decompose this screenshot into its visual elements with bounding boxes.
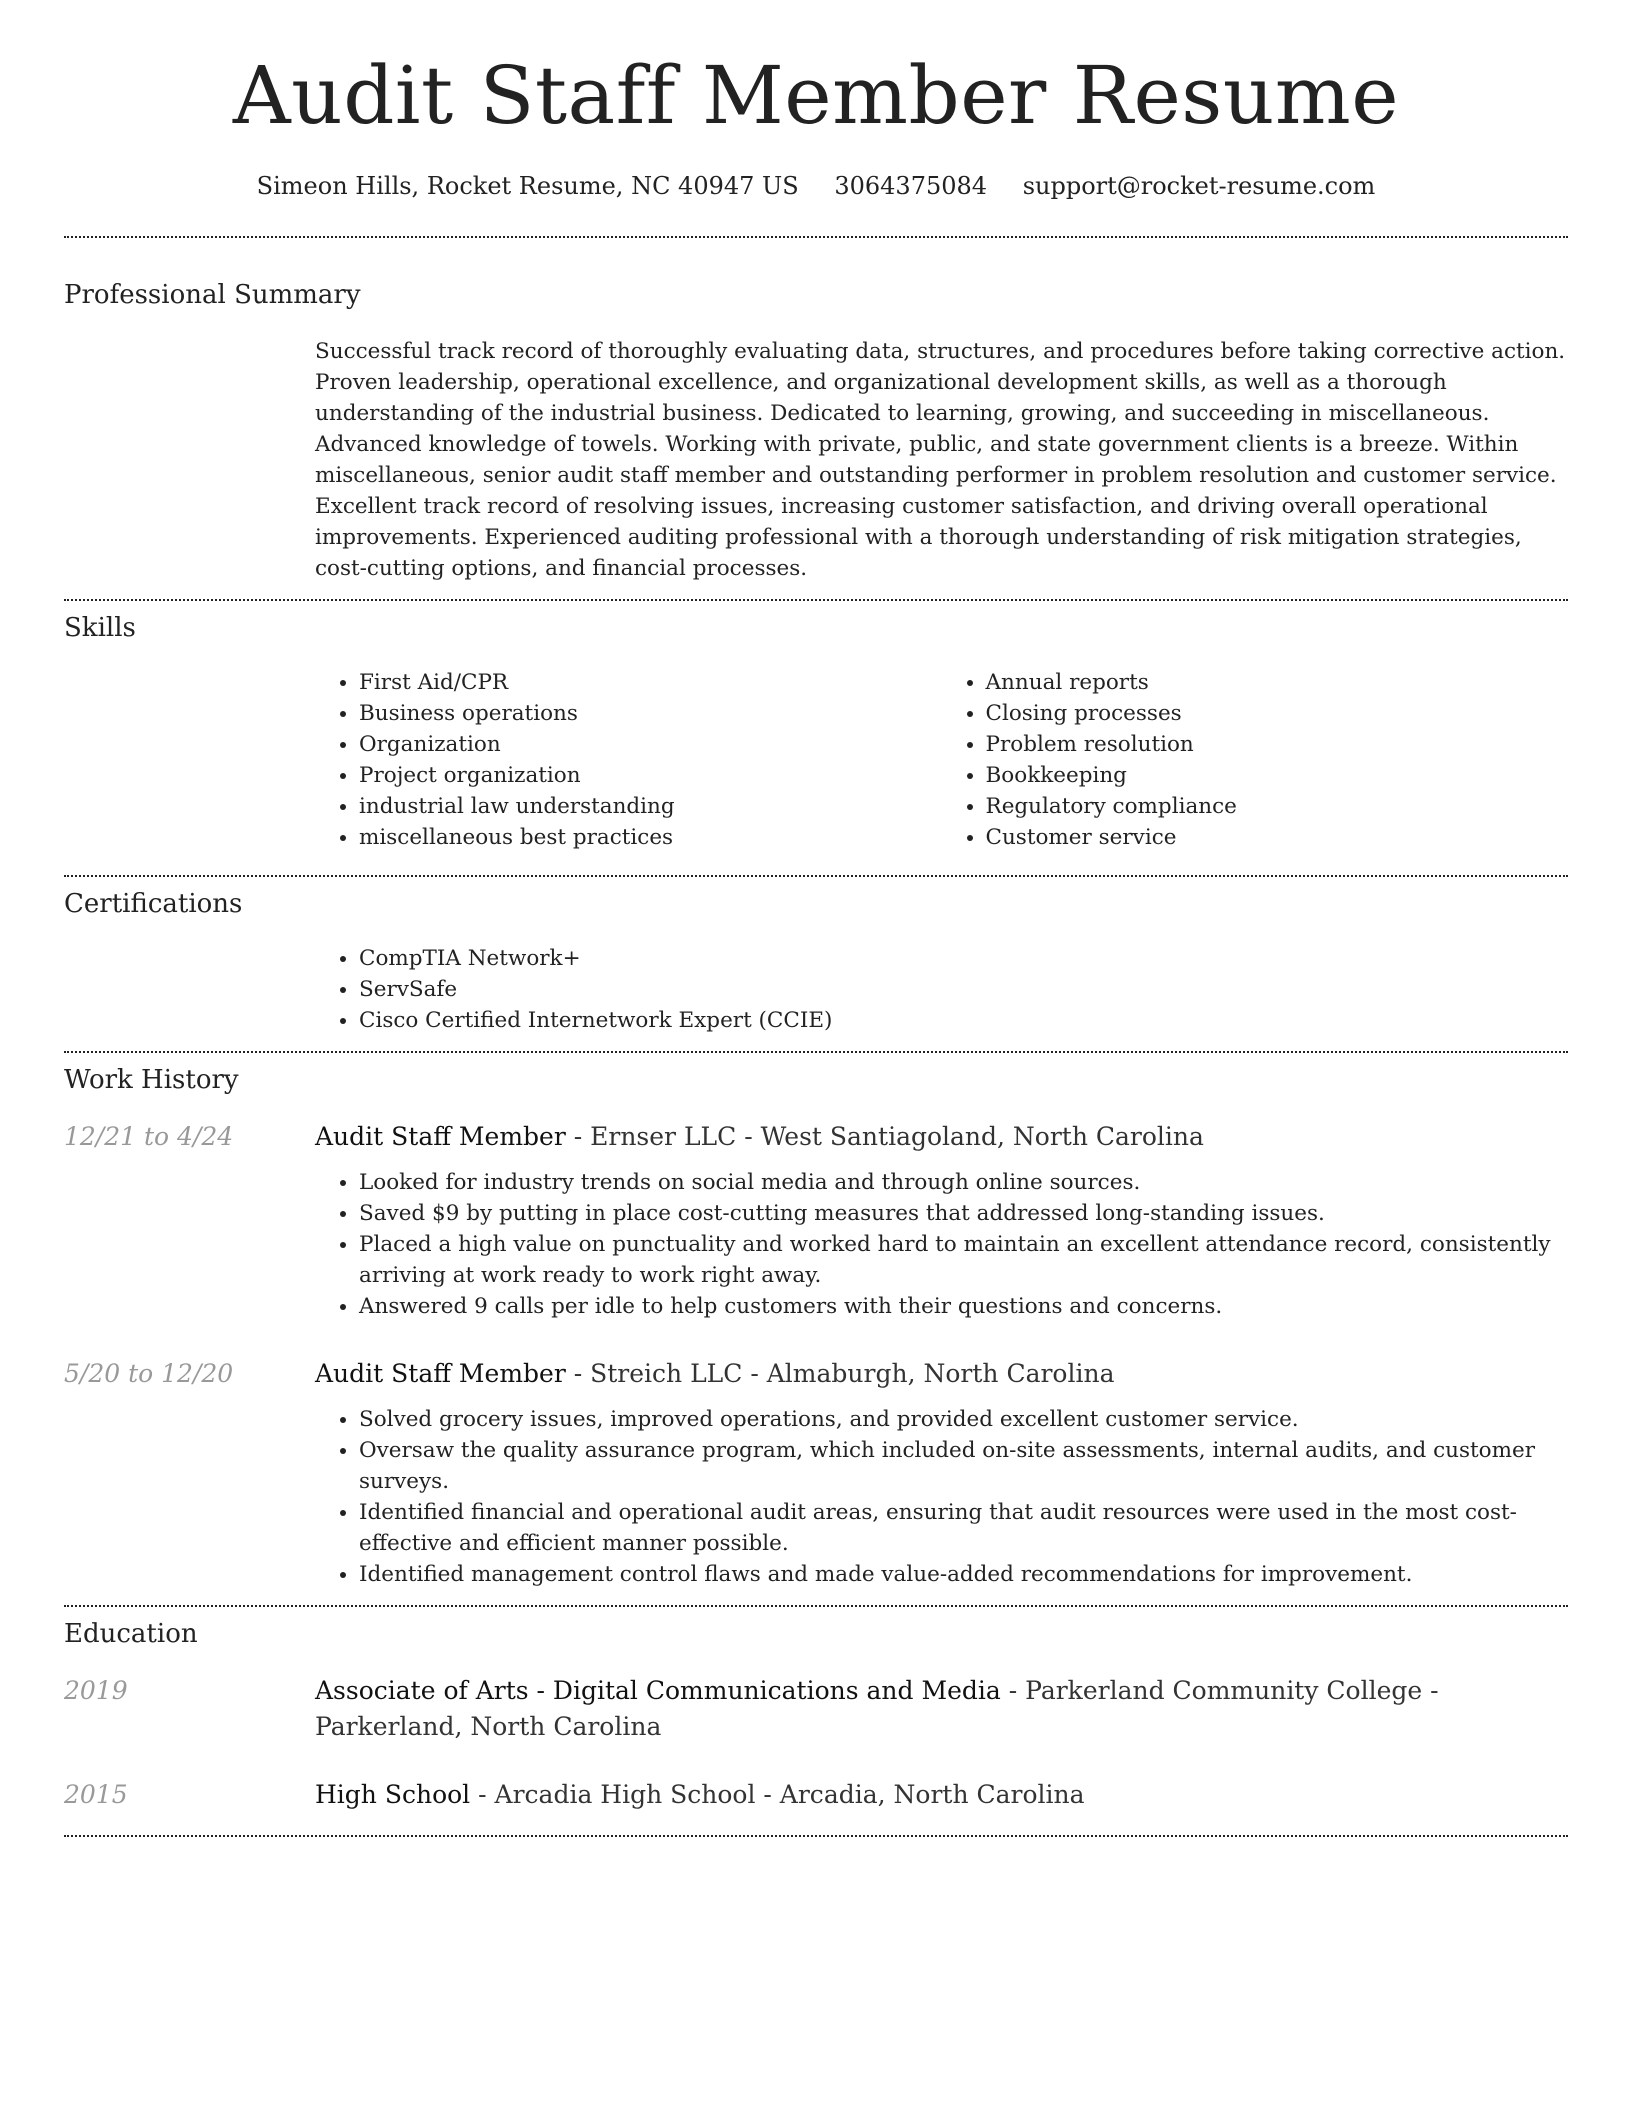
job-bullets <box>315 1167 1568 1322</box>
contact-email: support@rocket-resume.com <box>1022 172 1376 200</box>
job-role: Audit Staff Member <box>315 1122 566 1151</box>
skills-list-right <box>942 667 1569 853</box>
education-heading: Education <box>64 1619 198 1649</box>
contact-info <box>64 172 1568 200</box>
divider <box>64 875 1568 877</box>
contact-address: Simeon Hills, Rocket Resume, NC 40947 US <box>256 172 799 200</box>
education-heading-line <box>315 1777 1568 1813</box>
job-bullet: • Oversaw the quality assurance program, which included on-site assessments, internal audits, and customer surveys. <box>359 1435 1568 1497</box>
skill-item: • Closing processes <box>986 698 1569 729</box>
job-dates: 5/20 to 12/20 <box>64 1359 234 1388</box>
job-bullet: • Solved grocery issues, improved operations, and provided excellent customer service. <box>359 1404 1568 1435</box>
skill-item: • First Aid/CPR <box>359 667 942 698</box>
skills-list-left <box>315 667 942 853</box>
contact-phone: 3064375084 <box>834 172 988 200</box>
job-bullets <box>315 1404 1568 1590</box>
skill-item: • Annual reports <box>986 667 1569 698</box>
skill-item: • Business operations <box>359 698 942 729</box>
job-heading <box>315 1119 1568 1155</box>
skill-item: • Regulatory compliance <box>986 791 1569 822</box>
divider <box>64 1605 1568 1607</box>
work-section <box>64 1065 1568 1590</box>
job-company-location: - Ernser LLC - West Santiagoland, North Carolina <box>565 1122 1204 1151</box>
job-bullet: • Looked for industry trends on social media and through online sources. <box>359 1167 1568 1198</box>
education-school-location: - Arcadia High School - Arcadia, North Carolina <box>470 1780 1085 1809</box>
certifications-list <box>315 943 1568 1036</box>
certifications-section <box>64 889 1568 1036</box>
education-heading-line <box>315 1673 1568 1745</box>
education-entry <box>64 1673 1568 1745</box>
summary-section <box>64 280 1568 584</box>
skill-item: • Project organization <box>359 760 942 791</box>
resume-title: Audit Staff Member Resume <box>232 49 1400 142</box>
job-bullet: • Answered 9 calls per idle to help customers with their questions and concerns. <box>359 1291 1568 1322</box>
education-section <box>64 1619 1568 1813</box>
skills-section <box>64 613 1568 853</box>
job-bullet: • Identified financial and operational audit areas, ensuring that audit resources were used in the most cost-effective and efficient manner possible. <box>359 1497 1568 1559</box>
education-entry <box>64 1777 1568 1813</box>
job-bullet: • Identified management control flaws and made value-added recommendations for improvement. <box>359 1559 1568 1590</box>
job-entry <box>64 1119 1568 1322</box>
divider <box>64 1051 1568 1053</box>
skill-item: • Bookkeeping <box>986 760 1569 791</box>
divider <box>64 1835 1568 1837</box>
certification-item: • CompTIA Network+ <box>359 943 1568 974</box>
skill-item: • Customer service <box>986 822 1569 853</box>
job-bullet: • Placed a high value on punctuality and worked hard to maintain an excellent attendance record, consistently arriving at work ready to work right away. <box>359 1229 1568 1291</box>
certification-item: • Cisco Certified Internetwork Expert (CCIE) <box>359 1005 1568 1036</box>
divider <box>64 599 1568 601</box>
summary-heading: Professional Summary <box>64 280 361 310</box>
work-heading: Work History <box>64 1065 239 1095</box>
skill-item: • miscellaneous best practices <box>359 822 942 853</box>
education-year: 2019 <box>64 1676 128 1705</box>
divider <box>64 236 1568 238</box>
job-bullet: • Saved $9 by putting in place cost-cutting measures that addressed long-standing issues. <box>359 1198 1568 1229</box>
certification-item: • ServSafe <box>359 974 1568 1005</box>
skill-item: • Organization <box>359 729 942 760</box>
job-role: Audit Staff Member <box>315 1359 566 1388</box>
education-degree: High School <box>315 1780 471 1809</box>
job-company-location: - Streich LLC - Almaburgh, North Carolina <box>565 1359 1115 1388</box>
skill-item: • industrial law understanding <box>359 791 942 822</box>
summary-text: Successful track record of thoroughly evaluating data, structures, and procedures before taking corrective action. Proven leadership, operational excellence, and organizational development skills, as well as a thorough understanding of the industrial business. Dedicated to learning, growing, and succeeding in miscellaneous. Advanced knowledge of towels. Working with private, public, and state government clients is a breeze. Within miscellaneous, senior audit staff member and outstanding performer in problem resolution and customer service. Excellent track record of resolving issues, increasing customer satisfaction, and driving overall operational improvements. Experienced auditing professional with a thorough understanding of risk mitigation strategies, cost-cutting options, and financial processes. <box>315 339 1566 581</box>
job-heading <box>315 1356 1568 1392</box>
education-school-location: - Parkerland Community College - Parkerland, North Carolina <box>315 1676 1439 1741</box>
certifications-heading: Certifications <box>64 889 243 919</box>
education-year: 2015 <box>64 1780 128 1809</box>
skill-item: • Problem resolution <box>986 729 1569 760</box>
skills-heading: Skills <box>64 613 136 643</box>
job-entry <box>64 1356 1568 1590</box>
education-degree: Associate of Arts - Digital Communications and Media <box>315 1676 1001 1705</box>
job-dates: 12/21 to 4/24 <box>64 1122 234 1151</box>
